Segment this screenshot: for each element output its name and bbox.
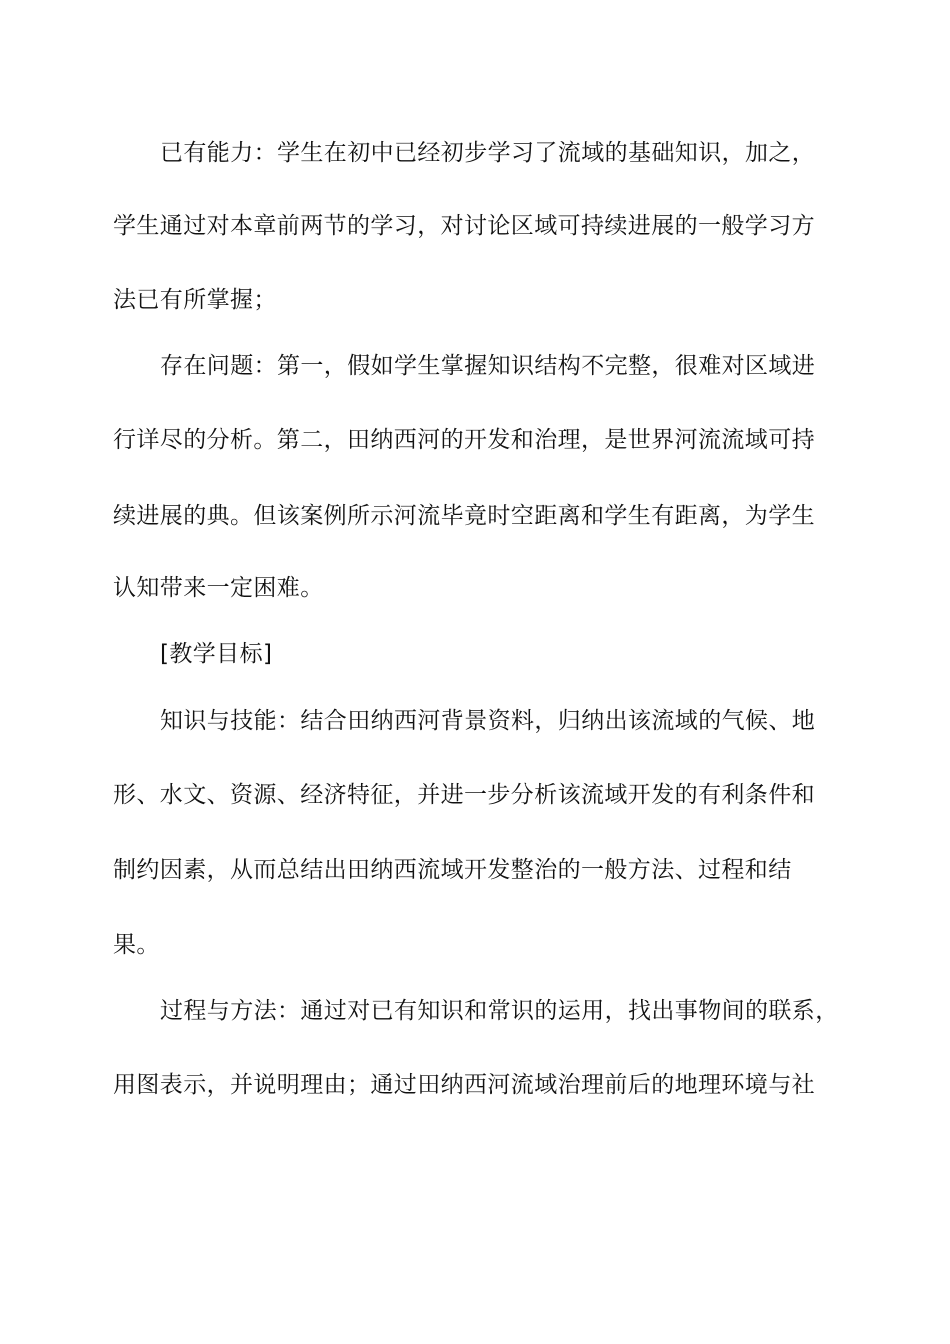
paragraph-process-methods-line-1: 过程与方法：通过对已有知识和常识的运用，找出事物间的联系， [160, 998, 839, 1024]
paragraph-existing-ability-line-2: 学生通过对本章前两节的学习，对讨论区域可持续进展的一般学习方 [113, 213, 815, 239]
paragraph-knowledge-skills-line-3: 制约因素，从而总结出田纳西流域开发整治的一般方法、过程和结 [113, 857, 792, 883]
section-heading-teaching-goals: [教学目标] [160, 641, 273, 667]
paragraph-problems-line-2: 行详尽的分析。第二，田纳西河的开发和治理，是世界河流流域可持 [113, 427, 815, 453]
paragraph-knowledge-skills-line-4: 果。 [113, 932, 160, 958]
paragraph-knowledge-skills-line-1: 知识与技能：结合田纳西河背景资料，归纳出该流域的气候、地 [160, 708, 816, 734]
paragraph-problems-line-4: 认知带来一定困难。 [113, 575, 324, 601]
paragraph-process-methods-line-2: 用图表示，并说明理由；通过田纳西河流域治理前后的地理环境与社 [113, 1072, 815, 1098]
paragraph-existing-ability-line-3: 法已有所掌握； [113, 287, 277, 313]
paragraph-existing-ability-line-1: 已有能力：学生在初中已经初步学习了流域的基础知识，加之， [160, 140, 816, 166]
paragraph-problems-line-1: 存在问题：第一，假如学生掌握知识结构不完整，很难对区域进 [160, 353, 816, 379]
paragraph-problems-line-3: 续进展的典。但该案例所示河流毕竟时空距离和学生有距离，为学生 [113, 503, 815, 529]
paragraph-knowledge-skills-line-2: 形、水文、资源、经济特征，并进一步分析该流域开发的有利条件和 [113, 782, 815, 808]
